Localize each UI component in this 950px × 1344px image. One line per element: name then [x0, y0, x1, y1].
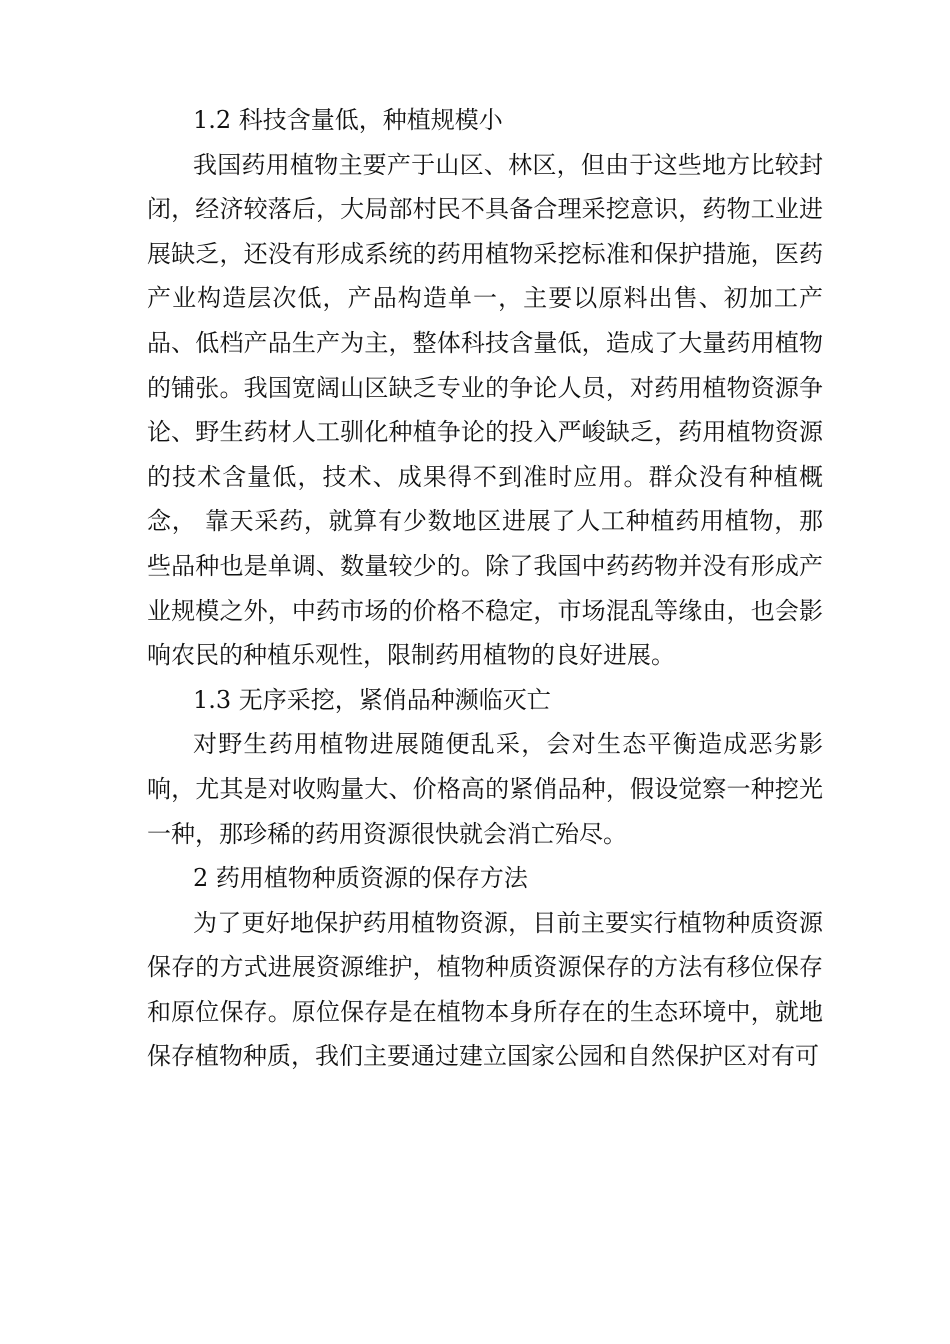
- section-paragraph-1-3: 对野生药用植物进展随便乱采，会对生态平衡造成恶劣影响，尤其是对收购量大、价格高的紧俏品种，假设觉察一种挖光一种，那珍稀的药用资源很快就会消亡殆尽。: [147, 730, 823, 848]
- section-heading-2: 2 药用植物种质资源的保存方法: [193, 864, 528, 893]
- section-paragraph-1-2: 我国药用植物主要产于山区、林区，但由于这些地方比较封闭，经济较落后，大局部村民不具备合理采挖意识，药物工业进展缺乏，还没有形成系统的药用植物采挖标准和保护措施，医药产业构造层次低，产品构造单一，主要以原料出售、初加工产品、低档产品生产为主，整体科技含量低，造成了大量药用植物的铺张。我国宽阔山区缺乏专业的争论人员，对药用植物资源争论、野生药材人工驯化种植争论的投入严峻缺乏，药用植物资源的技术含量低，技术、成果得不到准时应用。群众没有种植概念， 靠天采药，就算有少数地区进展了人工种植药用植物，那些品种也是单调、数量较少的。除了我国中药药物并没有形成产业规模之外，中药市场的价格不稳定，市场混乱等缘由，也会影响农民的种植乐观性，限制药用植物的良好进展。: [147, 150, 823, 670]
- section-heading-1-3: 1.3 无序采挖，紧俏品种濒临灭亡: [193, 685, 551, 714]
- document-page: [147, 98, 823, 1079]
- section-heading-1-2: 1.2 科技含量低，种植规模小: [193, 106, 503, 134]
- section-paragraph-2: 为了更好地保护药用植物资源，目前主要实行植物种质资源保存的方式进展资源维护，植物种质资源保存的方法有移位保存和原位保存。原位保存是在植物本身所存在的生态环境中，就地保存植物种质，我们主要通过建立国家公园和自然保护区对有可: [147, 908, 823, 1071]
